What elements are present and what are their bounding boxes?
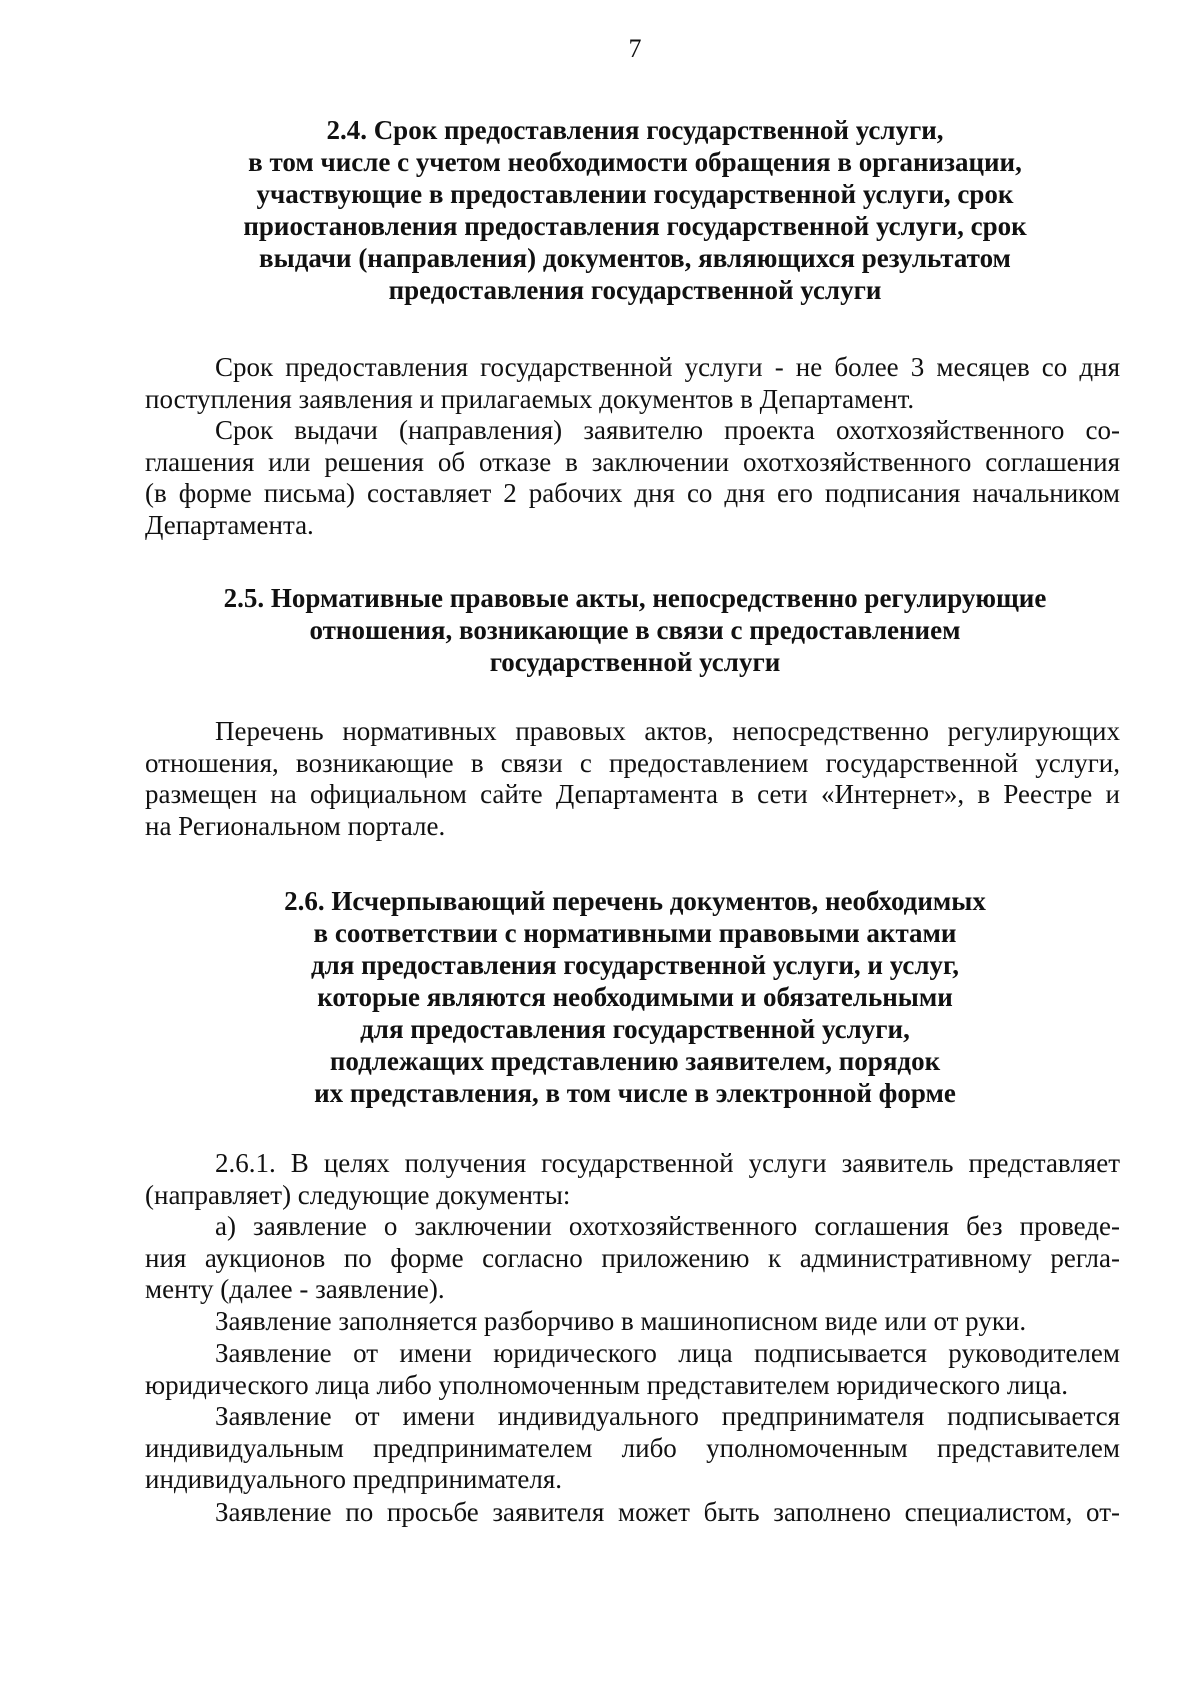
- heading-line: приостановления предоставления государственной услуги, срок: [243, 211, 1027, 241]
- heading-line: 2.6. Исчерпывающий перечень документов, необходимых: [284, 886, 986, 916]
- heading-line: для предоставления государственной услуги,: [360, 1014, 910, 1044]
- paragraph-line: Срок предоставления государственной услуги - не более 3 месяцев со дня: [215, 352, 1120, 382]
- section-2-6-paragraph-1: [145, 1148, 1120, 1211]
- paragraph-line: отношения, возникающие в связи с предоставлением государственной услуги,: [145, 747, 1120, 778]
- section-2-6-paragraph-4: [145, 1338, 1120, 1401]
- heading-line: участвующие в предоставлении государственной услуги, срок: [256, 179, 1014, 209]
- paragraph-line: ния аукционов по форме согласно приложению к административному регла-: [145, 1242, 1120, 1273]
- heading-line: государственной услуги: [489, 647, 781, 677]
- paragraph-line: глашения или решения об отказе в заключении охотхозяйственного соглашения: [145, 446, 1120, 477]
- paragraph-line: (в форме письма) составляет 2 рабочих дня со дня его подписания начальником: [145, 478, 1120, 508]
- section-2-4-heading: [140, 114, 1130, 306]
- section-2-4-paragraph-1: [145, 352, 1120, 415]
- heading-line: их представления, в том числе в электронной форме: [314, 1078, 956, 1108]
- heading-line: подлежащих представлению заявителем, порядок: [329, 1046, 941, 1076]
- paragraph-line: поступления заявления и прилагаемых документов в Департамент.: [145, 383, 915, 414]
- section-2-6-paragraph-6: [145, 1497, 1120, 1529]
- paragraph-line: на Региональном портале.: [145, 810, 446, 841]
- paragraph-line: Заявление по просьбе заявителя может быть заполнено специалистом, от-: [215, 1497, 1120, 1527]
- paragraph-line: Заявление от имени юридического лица подписывается руководителем: [215, 1338, 1120, 1368]
- heading-line: 2.4. Срок предоставления государственной услуги,: [326, 115, 944, 145]
- paragraph-line: Заявление от имени индивидуального предпринимателя подписывается: [215, 1401, 1120, 1431]
- section-2-6-paragraph-2: [145, 1211, 1120, 1306]
- paragraph-line: менту (далее - заявление).: [145, 1274, 445, 1304]
- heading-line: которые являются необходимыми и обязательными: [317, 982, 953, 1012]
- paragraph-line: размещен на официальном сайте Департамента в сети «Интернет», в Реестре и: [145, 779, 1120, 809]
- paragraph-line: индивидуальным предпринимателем либо уполномоченным представителем: [145, 1432, 1120, 1463]
- paragraph-line: юридического лица либо уполномоченным представителем юридического лица.: [145, 1369, 1068, 1400]
- section-2-6-paragraph-3: [145, 1306, 1120, 1338]
- heading-line: в том числе с учетом необходимости обращения в организации,: [248, 147, 1022, 177]
- section-2-6-paragraph-5: [145, 1401, 1120, 1496]
- paragraph-line: (направляет) следующие документы:: [145, 1179, 571, 1210]
- heading-line: в соответствии с нормативными правовыми актами: [313, 918, 957, 948]
- section-2-5-paragraph-1: [145, 716, 1120, 842]
- paragraph-line: Перечень нормативных правовых актов, непосредственно регулирующих: [215, 716, 1120, 746]
- heading-line: отношения, возникающие в связи с предоставлением: [309, 615, 961, 645]
- page-number: 7: [628, 34, 642, 63]
- paragraph-line: 2.6.1. В целях получения государственной услуги заявитель представляет: [215, 1148, 1120, 1178]
- paragraph-line: индивидуального предпринимателя.: [145, 1464, 562, 1494]
- heading-line: 2.5. Нормативные правовые акты, непосредственно регулирующие: [223, 583, 1047, 613]
- section-2-6-heading: [140, 885, 1130, 1109]
- paragraph-line: Заявление заполняется разборчиво в машинописном виде или от руки.: [215, 1306, 1027, 1336]
- heading-line: выдачи (направления) документов, являющихся результатом: [259, 243, 1011, 273]
- paragraph-line: Департамента.: [145, 509, 314, 540]
- heading-line: предоставления государственной услуги: [388, 275, 882, 305]
- section-2-4-paragraph-2: [145, 415, 1120, 541]
- paragraph-line: а) заявление о заключении охотхозяйственного соглашения без проведе-: [215, 1211, 1120, 1241]
- section-2-5-heading: [140, 582, 1130, 678]
- paragraph-line: Срок выдачи (направления) заявителю проекта охотхозяйственного со-: [215, 415, 1120, 445]
- heading-line: для предоставления государственной услуги, и услуг,: [310, 950, 960, 980]
